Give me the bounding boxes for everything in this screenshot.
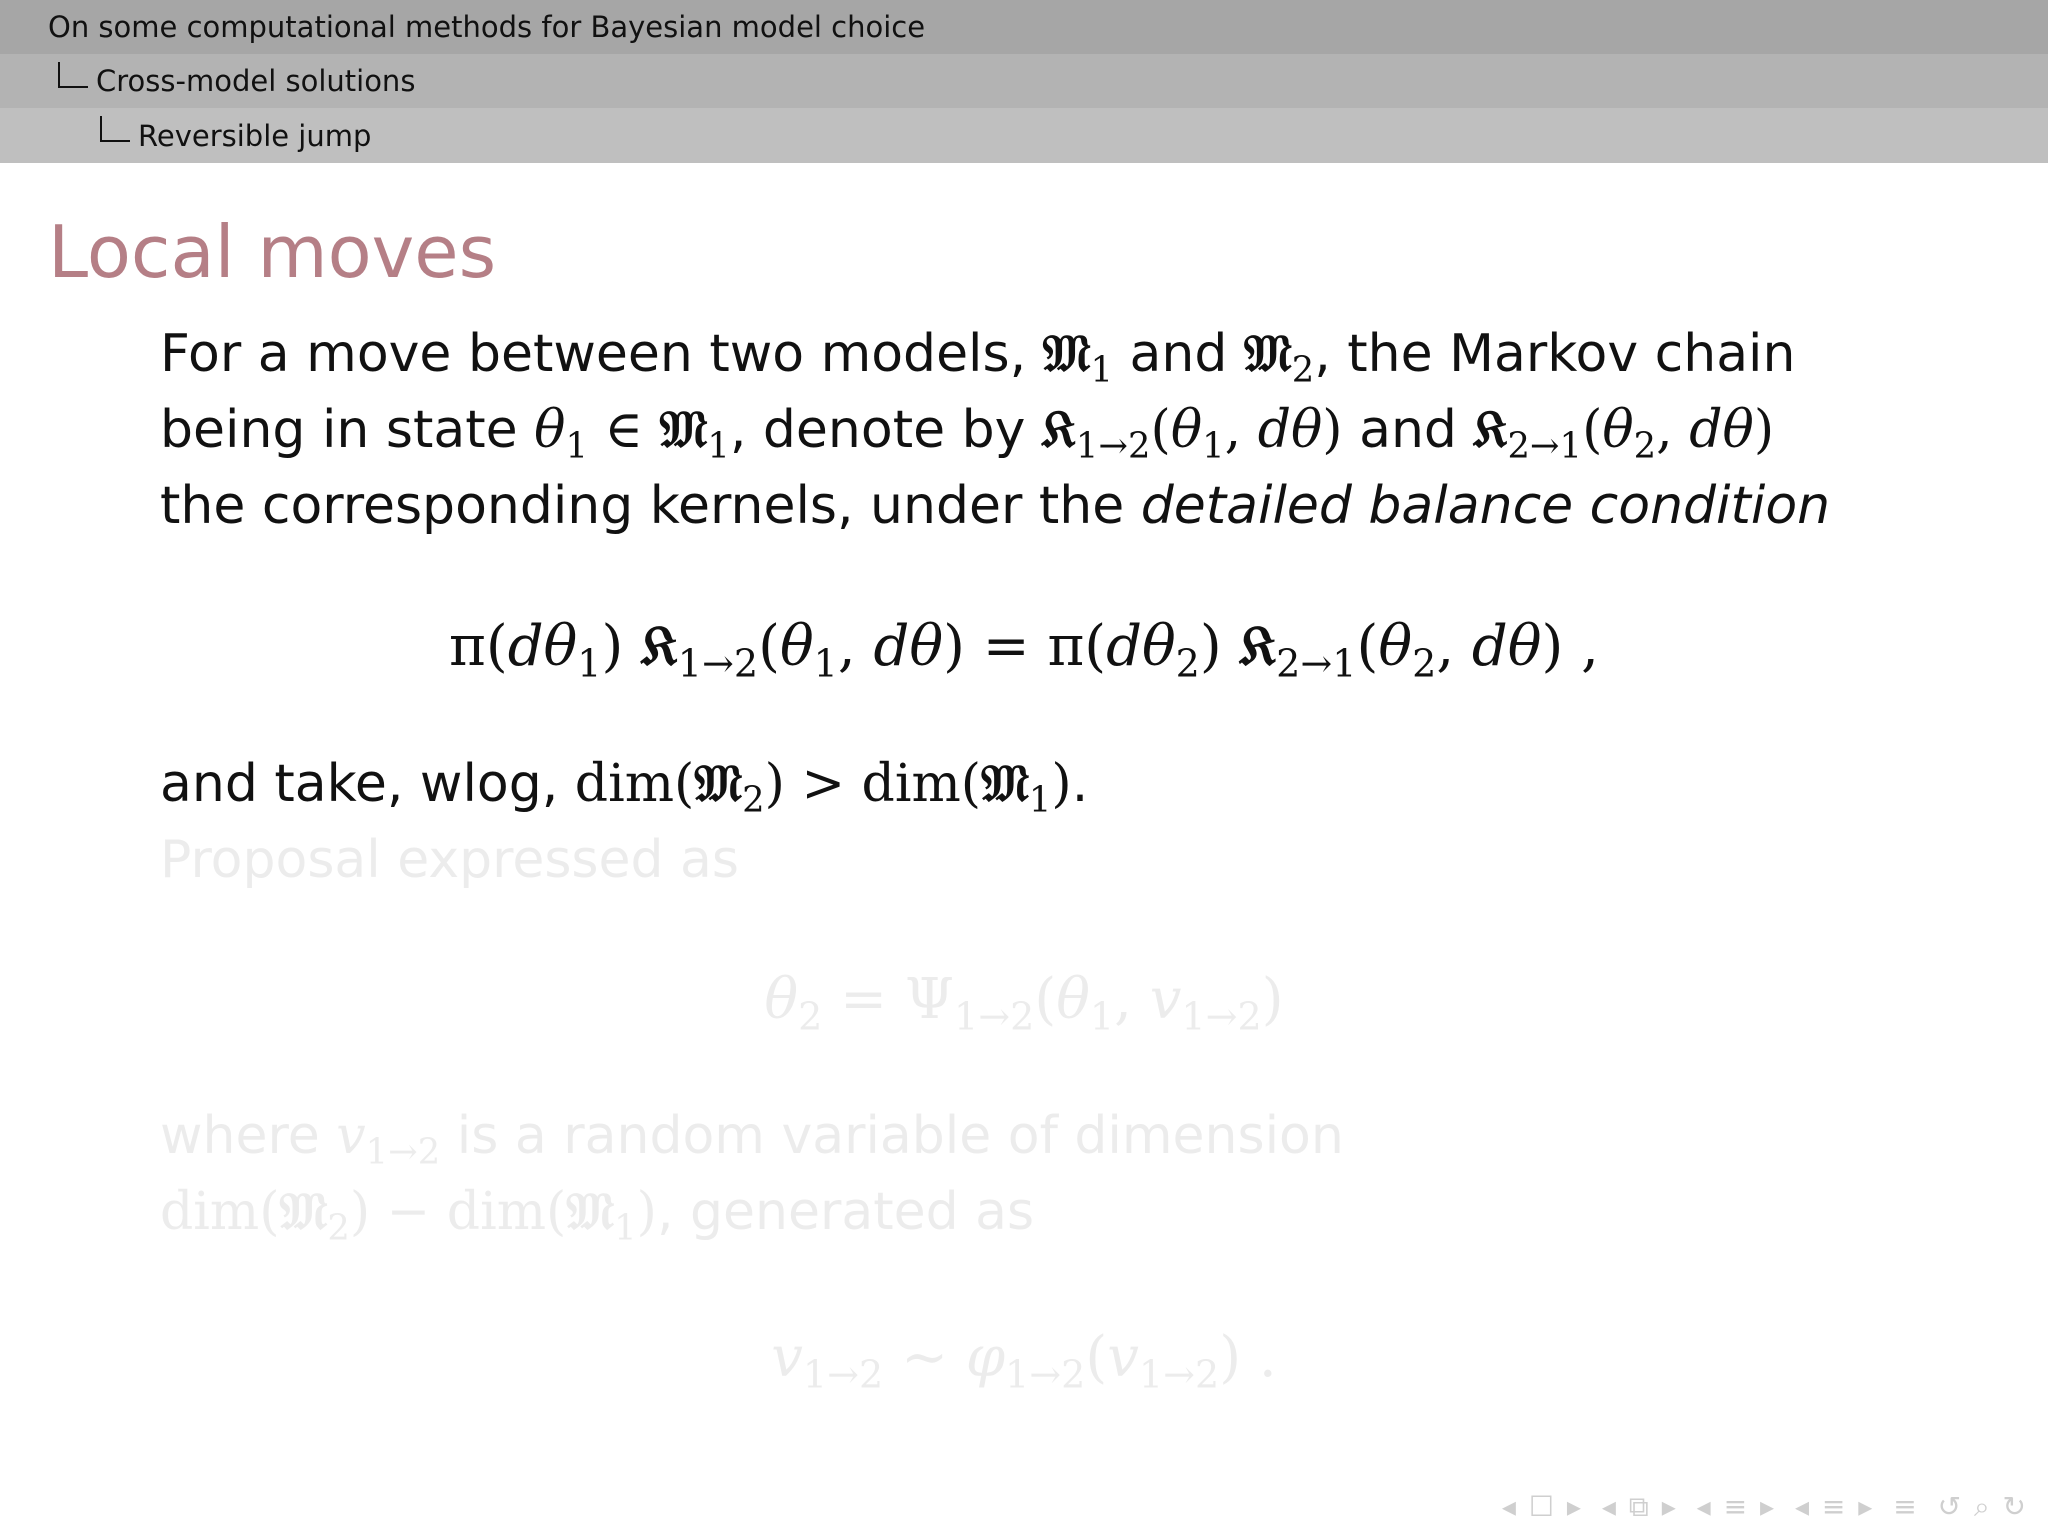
detailed-balance-equation: $\pi(d\theta_1)$ $𝔎_{1\to 2}(\theta_1$, $d\theta) = \pi(d\theta_2)$ $𝔎_{2\to 1}(\theta_2$, dθ) ,	[449, 613, 1599, 686]
tree-branch-icon	[100, 116, 130, 142]
proposal-text: Proposal expressed as	[160, 830, 740, 890]
section-nav-icon[interactable]: ◂ ≡ ▸	[1696, 1490, 1777, 1523]
header-subsection-text: Cross-model solutions	[96, 64, 416, 98]
header-subsubsection-text: Reversible jump	[138, 118, 372, 153]
paragraph-line-1: For a move between two models, 𝔐$_1$ and 𝔐$_2$, the Markov chain	[160, 323, 1796, 391]
subsection-nav-icon[interactable]: ◂ ⧉ ▸	[1601, 1490, 1678, 1523]
header-subsubsection[interactable]	[0, 108, 2048, 163]
document-nav-icon[interactable]: ◂ ≡ ▸	[1794, 1490, 1875, 1523]
header-subsection[interactable]	[0, 54, 2048, 108]
header-section-title[interactable]	[0, 0, 2048, 54]
proposal-equation: $\theta_2 = \Psi_{1\to 2}(\theta_1$, $v_{1\to 2}$)	[764, 967, 1284, 1039]
paragraph-dim: and take, wlog, dim(𝔐$_2$) > dim(𝔐$_1$).	[160, 753, 1089, 821]
tree-branch-icon	[58, 62, 88, 88]
generation-equation: $v_{1\to 2}$ ∼ $\varphi_{1\to 2}(v_{1\to 2})$ .	[771, 1325, 1277, 1397]
frame-nav-icon[interactable]: ◂ ☐ ▸	[1501, 1490, 1583, 1523]
navigation-bar	[1494, 1490, 2028, 1524]
random-variable-text-2: dim(𝔐$_2$) − dim(𝔐$_1$), generated as	[160, 1181, 1035, 1249]
toc-icon[interactable]: ≡	[1893, 1490, 1919, 1523]
header-title-text: On some computational methods for Bayesian model choice	[48, 10, 926, 44]
search-back-forward-icon[interactable]: ↺ ⌕ ↻	[1937, 1490, 2028, 1523]
paragraph-line-3: the corresponding kernels, under the detailed balance condition	[160, 476, 1831, 536]
random-variable-text-1: where $v_{1\to 2}$ is a random variable of dimension	[160, 1106, 1344, 1173]
slide-title: Local moves	[48, 210, 497, 294]
paragraph-line-2: being in state $\theta_1$ ∈ 𝔐$_1$, denote by $𝔎_{1\to 2}(\theta_1$, dθ) and $𝔎_{2\to 1}(\theta_2$, dθ)	[160, 399, 1775, 467]
